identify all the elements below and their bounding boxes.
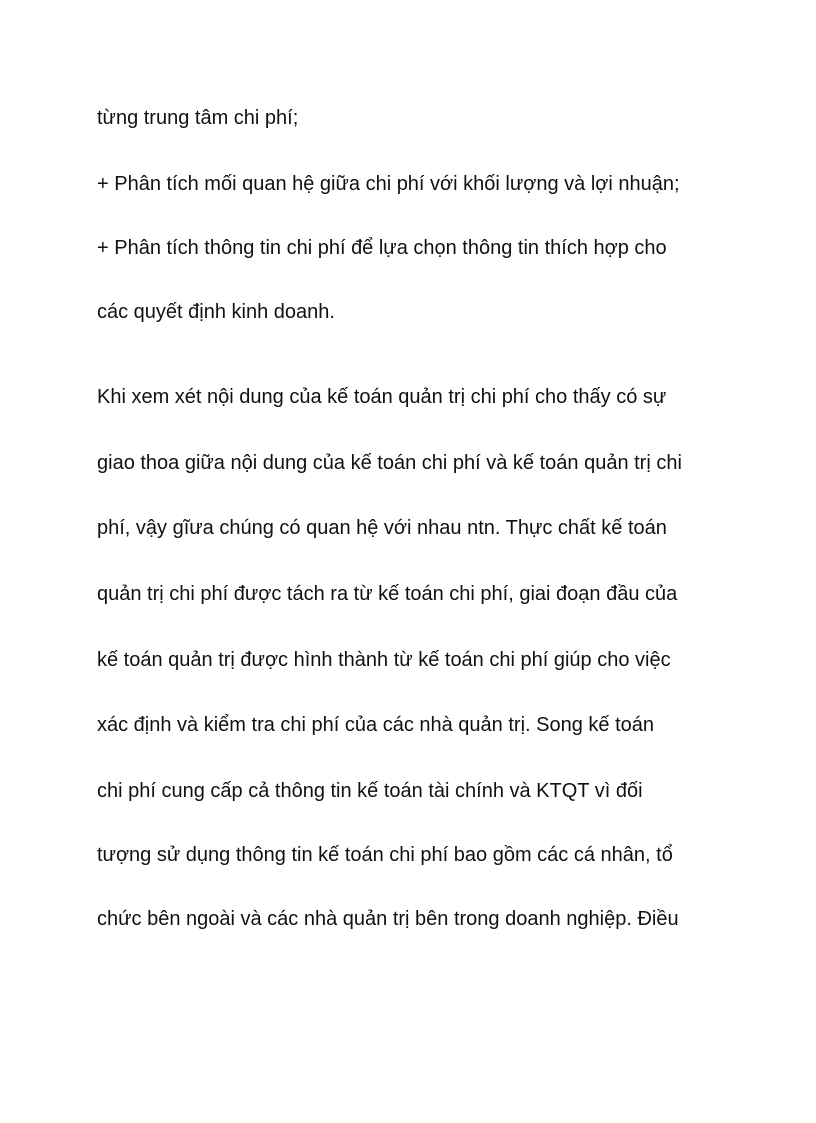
text-line: quản trị chi phí được tách ra từ kế toán chi phí, giai đoạn đầu của [97, 583, 678, 605]
text-line: Khi xem xét nội dung của kế toán quản trị chi phí cho thấy có sự [97, 386, 667, 408]
text-line: các quyết định kinh doanh. [97, 301, 335, 323]
text-line: giao thoa giữa nội dung của kế toán chi phí và kế toán quản trị chi [97, 452, 682, 474]
text-line: chi phí cung cấp cả thông tin kế toán tài chính và KTQT vì đối [97, 780, 643, 802]
text-line: chức bên ngoài và các nhà quản trị bên trong doanh nghiệp. Điều [97, 908, 679, 930]
text-line: từng trung tâm chi phí; [97, 107, 299, 129]
text-line: kế toán quản trị được hình thành từ kế toán chi phí giúp cho việc [97, 649, 671, 671]
text-line: + Phân tích mối quan hệ giữa chi phí với khối lượng và lợi nhuận; [97, 173, 680, 195]
text-line: + Phân tích thông tin chi phí để lựa chọn thông tin thích hợp cho [97, 237, 667, 259]
text-line: phí, vậy gĩưa chúng có quan hệ với nhau ntn. Thực chất kế toán [97, 517, 667, 539]
text-line: tượng sử dụng thông tin kế toán chi phí bao gồm các cá nhân, tổ [97, 844, 673, 866]
text-line: xác định và kiểm tra chi phí của các nhà quản trị. Song kế toán [97, 714, 654, 736]
